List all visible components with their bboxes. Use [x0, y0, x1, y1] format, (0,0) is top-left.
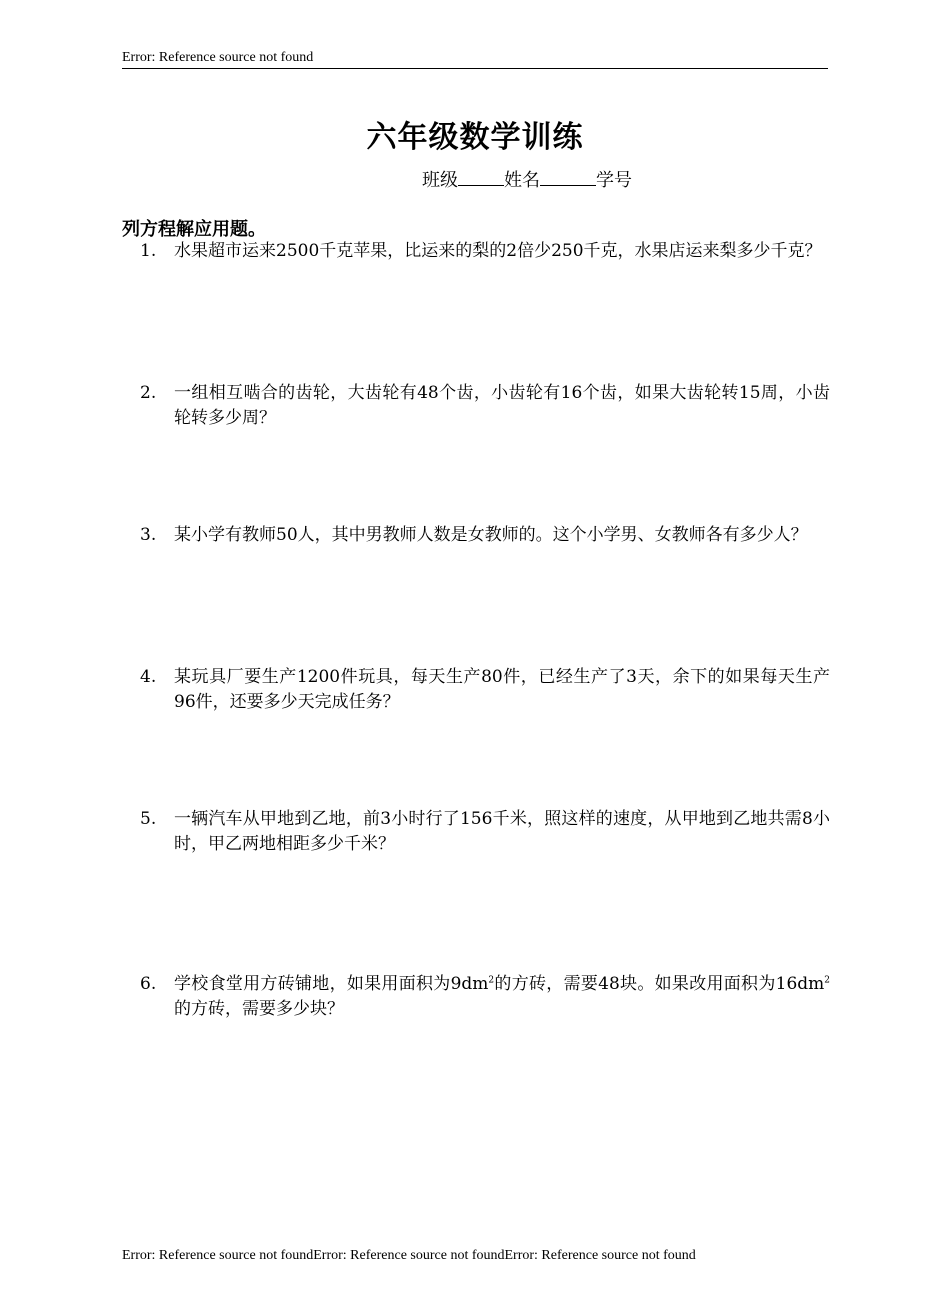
question-item [140, 239, 830, 264]
question-text-part: 的方砖，需要多少块？ [174, 999, 344, 1019]
name-blank[interactable] [540, 167, 596, 186]
question-item [140, 807, 830, 857]
question-text-part: 学校食堂用方砖铺地，如果用面积为9dm [174, 974, 489, 994]
superscript: 2 [824, 975, 831, 986]
question-text: 某玩具厂要生产1200件玩具，每天生产80件，已经生产了3天，余下的如果每天生产96件，还要多少天完成任务？ [174, 667, 830, 712]
class-blank[interactable] [458, 167, 504, 186]
question-text: 某小学有教师50人，其中男教师人数是女教师的。这个小学男、女教师各有多少人？ [174, 525, 808, 545]
student-info [422, 166, 632, 192]
header-rule [122, 68, 828, 69]
name-label: 姓名 [504, 170, 540, 191]
section-heading: 列方程解应用题。 [122, 219, 266, 240]
question-item [140, 972, 830, 1022]
question-number: 1. [140, 241, 157, 261]
question-number: 4. [140, 667, 157, 687]
question-item [140, 381, 830, 431]
page-footer: Error: Reference source not foundError: Reference source not foundError: Reference source not found [122, 1248, 696, 1263]
question-item [140, 523, 830, 548]
question-text: 一组相互啮合的齿轮，大齿轮有48个齿，小齿轮有16个齿，如果大齿轮转15周，小齿轮转多少周？ [174, 383, 830, 428]
question-number: 2. [140, 383, 157, 403]
superscript: 2 [488, 975, 495, 986]
page-title: 六年级数学训练 [366, 120, 584, 155]
question-item [140, 665, 830, 715]
question-text: 一辆汽车从甲地到乙地，前3小时行了156千米，照这样的速度，从甲地到乙地共需8小时，甲乙两地相距多少千米？ [174, 809, 830, 854]
class-label: 班级 [422, 170, 458, 191]
question-number: 5. [140, 809, 157, 829]
question-number: 3. [140, 525, 157, 545]
question-text-part: 的方砖，需要48块。如果改用面积为16dm [494, 974, 825, 994]
question-text: 水果超市运来2500千克苹果，比运来的梨的2倍少250千克，水果店运来梨多少千克？ [174, 241, 822, 261]
question-text [174, 972, 830, 1022]
number-label: 学号 [596, 170, 632, 191]
question-number: 6. [140, 974, 157, 994]
page-header: Error: Reference source not found [122, 50, 314, 65]
